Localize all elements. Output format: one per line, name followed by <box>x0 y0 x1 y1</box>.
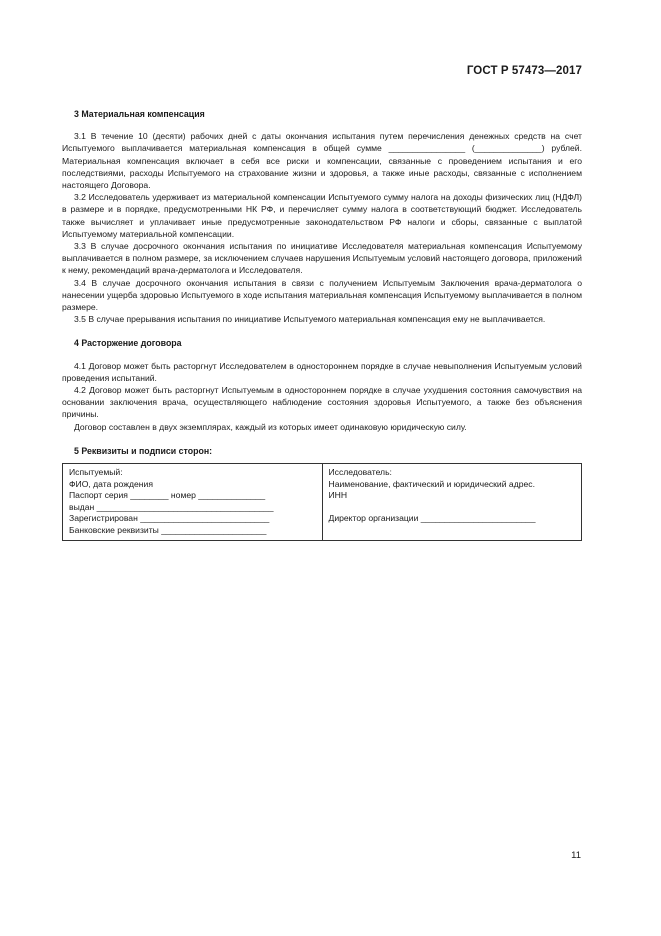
paragraph-4-1: 4.1 Договор может быть расторгнут Исследователем в одностороннем порядке в случае невыполнения Испытуемым условий проведения испытаний. <box>62 360 582 383</box>
tester-bank-field: Банковские реквизиты ______________________ <box>69 524 267 535</box>
researcher-label: Исследователь: <box>328 467 392 478</box>
tester-issued-field: выдан _____________________________________ <box>69 501 274 512</box>
paragraph-4-2: 4.2 Договор может быть расторгнут Испытуемым в одностороннем порядке в случае ухудшения состояния самочувствия на основании заключения врача, осуществляющего наблюдение состояния здоровья Испытуемого, а также без объяснения причины. <box>62 385 582 420</box>
researcher-director-field: Директор организации ________________________ <box>328 513 536 524</box>
signatures-table <box>62 463 582 541</box>
researcher-spacer <box>329 502 576 514</box>
section-5-title: 5 Реквизиты и подписи сторон: <box>74 445 213 456</box>
paragraph-3-5: 3.5 В случае прерывания испытания по инициативе Испытуемого материальная компенсация ему не выплачивается. <box>74 314 546 325</box>
paragraph-3-2: 3.2 Исследователь удерживает из материальной компенсации Испытуемого сумму налога на доходы физических лиц (НДФЛ) в размере и в порядке, предусмотренными НК РФ, и перечисляет сумму налога в соответствующий бюджет. Исследователь также вычисляет и уплачивает иные предусмотренные законодательством РФ налоги и сборы, связанные с выплатой Испытуемому материальной компенсации. <box>62 192 582 239</box>
document-code: ГОСТ Р 57473—2017 <box>466 65 582 77</box>
paragraph-3-4: 3.4 В случае досрочного окончания испытания в связи с получением Испытуемым Заключения врача-дерматолога о нанесении ущерба здоровью Испытуемого в ходе испытания материальная компенсация Испытуемому выплачивается в полном размере. <box>62 277 582 313</box>
tester-passport-field: Паспорт серия ________ номер ______________ <box>69 490 266 501</box>
section-4-title: 4 Расторжение договора <box>74 338 182 349</box>
tester-label: Испытуемый: <box>69 467 123 478</box>
tester-registered-field: Зарегистрирован ___________________________ <box>69 513 270 524</box>
paragraph-3-3: 3.3 В случае досрочного окончания испытания по инициативе Исследователя материальная компенсация Испытуемому выплачивается в полном размере, за исключением случаев нарушения Испытуемым условий настоящего договора, приложений к нему, рекомендаций врача-дерматолога и Исследователя. <box>62 241 582 276</box>
researcher-address-field: Наименование, фактический и юридический адрес. <box>328 478 535 489</box>
paragraph-4-3: Договор составлен в двух экземплярах, каждый из которых имеет одинаковую юридическую силу. <box>74 421 467 432</box>
researcher-details-cell <box>322 464 582 541</box>
researcher-inn-field: ИНН <box>328 490 348 501</box>
tester-details-cell <box>63 464 323 541</box>
section-3-title: 3 Материальная компенсация <box>74 109 205 119</box>
tester-name-field: ФИО, дата рождения <box>69 478 153 489</box>
paragraph-3-1: 3.1 В течение 10 (десяти) рабочих дней с даты окончания испытания путем перечисления денежных средств на счет Испытуемого выплачивается материальная компенсация в общей сумме ________________ (______________) рублей. Материальная компенсация включает в себя все риски и компенсации, связанные с проведением испытания и его последствиями, расходы Испытуемого на страхование жизни и здоровья, а также иные расходы, связанные с исполнением настоящего Договора. <box>62 131 582 191</box>
page-number: 11 <box>571 850 581 861</box>
document-body <box>62 108 582 541</box>
